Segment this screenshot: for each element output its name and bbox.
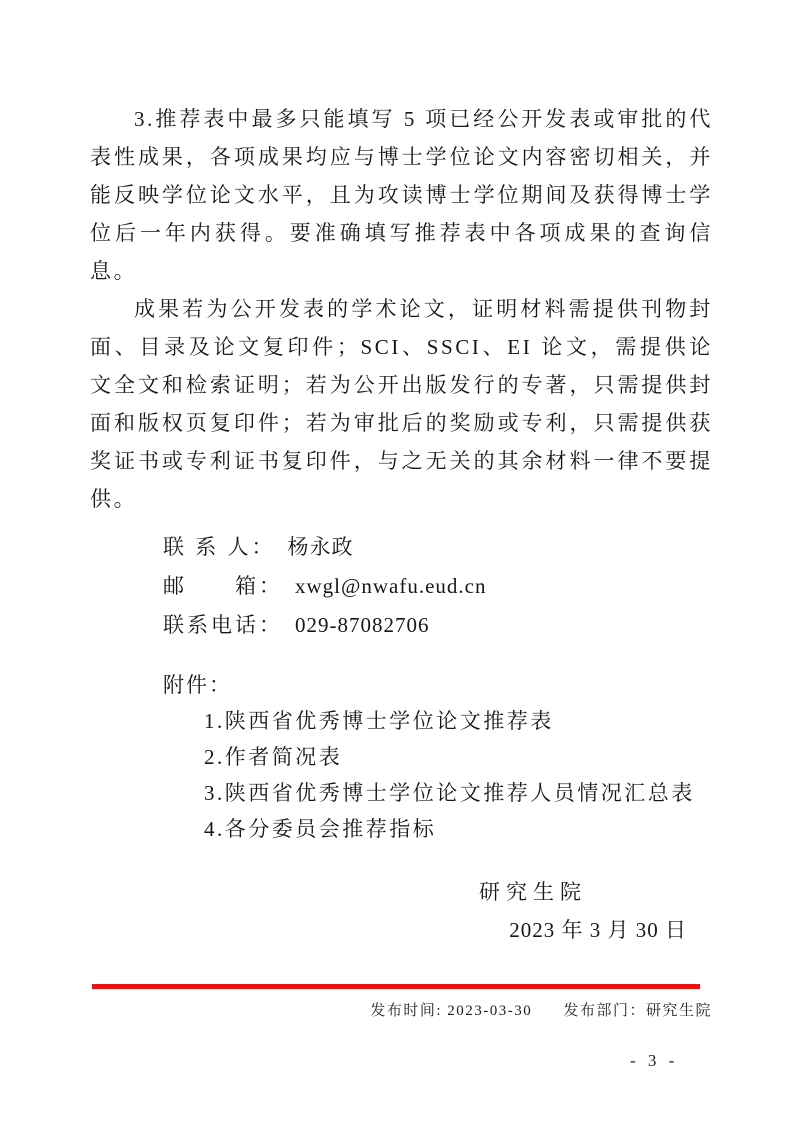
- contact-person-value: 杨永政: [287, 535, 354, 559]
- publish-time: 发布时间: 2023-03-30: [370, 1003, 533, 1019]
- page-number: - 3 -: [630, 1051, 679, 1070]
- contact-line-phone: [163, 606, 713, 645]
- paragraph-proof-materials: 成果若为公开发表的学术论文，证明材料需提供刊物封面、目录及论文复印件；SCI、SSCI、EI 论文，需提供论文全文和检索证明；若为公开出版发行的专著，只需提供封面和版权页复印件；若为审批后的奖励或专利，只需提供获奖证书或专利证书复印件，与之无关的其余材料一律不要提供。: [90, 297, 713, 511]
- publish-department: 发布部门：研究生院: [563, 1003, 712, 1019]
- publish-info: [370, 999, 712, 1020]
- attachments-heading: 附件：: [163, 673, 232, 697]
- signature-date: 2023 年 3 月 30 日: [509, 918, 687, 942]
- contact-person-label: 联 系 人：: [163, 535, 276, 559]
- attachments-block: [90, 667, 713, 847]
- contact-block: [90, 528, 713, 645]
- contact-line-person: [163, 528, 713, 567]
- attachment-item-1: 1.陕西省优秀博士学位论文推荐表: [204, 709, 554, 733]
- contact-phone-value: 029-87082706: [295, 613, 430, 637]
- paragraph-recommendation-rules: 3.推荐表中最多只能填写 5 项已经公开发表或审批的代表性成果，各项成果均应与博士学位论文内容密切相关，并能反映学位论文水平，且为攻读博士学位期间及获得博士学位后一年内获得。要准确填写推荐表中各项成果的查询信息。: [90, 107, 713, 283]
- attachment-item-2: 2.作者简况表: [204, 745, 343, 769]
- signature-block: [90, 873, 713, 949]
- contact-line-email: [163, 567, 713, 606]
- red-divider-line: [92, 984, 700, 989]
- signature-org: 研究生院: [479, 880, 587, 904]
- attachment-item-3: 3.陕西省优秀博士学位论文推荐人员情况汇总表: [204, 781, 695, 805]
- contact-email-label: 邮 箱：: [163, 574, 283, 598]
- contact-phone-label: 联系电话：: [163, 613, 283, 637]
- document-content: [90, 100, 713, 949]
- contact-email-value: xwgl@nwafu.eud.cn: [295, 574, 487, 598]
- attachment-item-4: 4.各分委员会推荐指标: [204, 817, 437, 841]
